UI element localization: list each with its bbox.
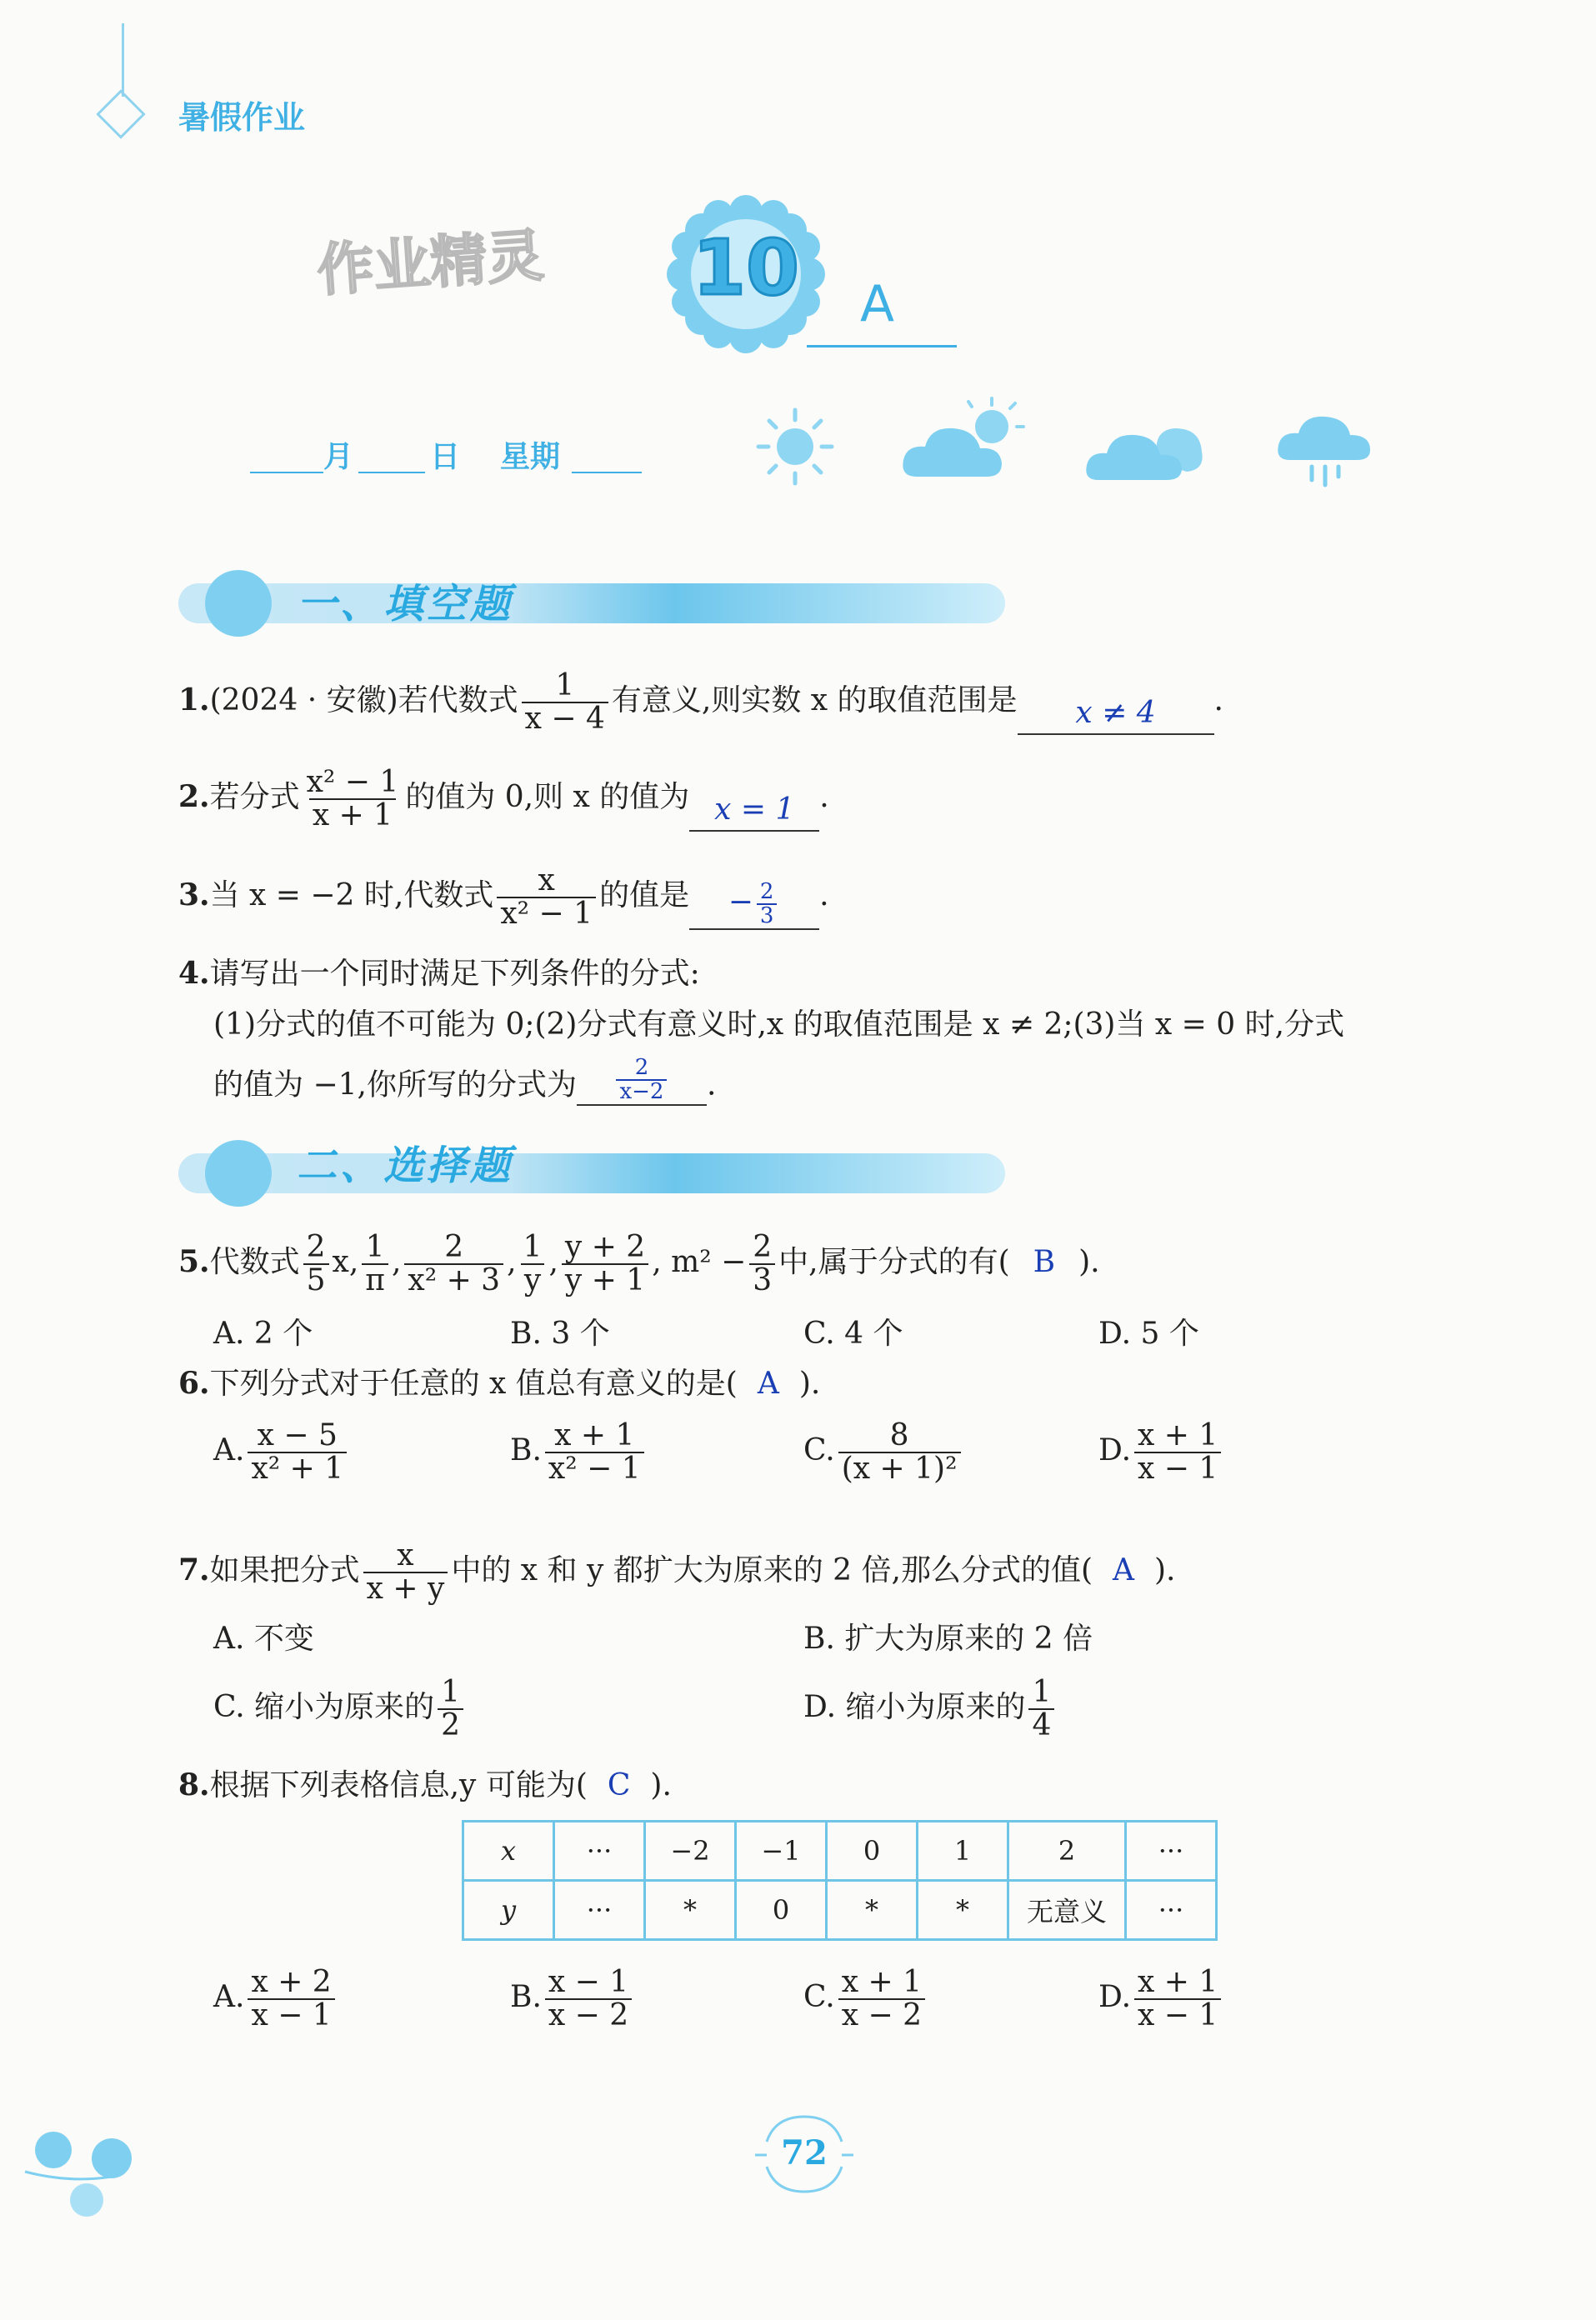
q8-option-c[interactable]: C. $\frac{x + 1}{x - 2}$ [803,1967,928,2032]
question-7: 7.如果把分式 $\frac{x}{x + y}$ 中的 x 和 y 都扩大为原来的 2 倍,那么分式的值( A ). [178,1538,1176,1606]
table-cell: ··· [1126,1822,1217,1881]
table-cell: * [827,1881,918,1940]
answer-5: B [1033,1244,1056,1279]
sun-icon[interactable] [753,405,837,488]
question-4-line3: 的值为 −1,你所写的分式为 $\frac{2}{x-2}$ . [213,1055,717,1105]
lesson-part: A [860,275,895,333]
table-cell: ··· [1126,1881,1217,1940]
section-fill-cap [205,570,272,637]
q8-option-d[interactable]: D. $\frac{x + 1}{x - 1}$ [1098,1967,1224,2032]
q7-option-d[interactable]: D. 缩小为原来的 $\frac{1}{4}$ [803,1677,1058,1742]
question-5: 5.代数式 $\frac{2}{5}$ x, $\frac{1}{\pi}$ , $\frac{2}{\text{x² + 3}}$ , $\frac{1}{y}$ , $\frac{y + 2}{y + 1}$ , m² − $\frac{2}{3}$ 中,属于分式的有( B ). [178,1230,1100,1298]
answer-4: $\frac{2}{x-2}$ [613,1061,670,1095]
table-cell: 1 [918,1822,1008,1881]
q5-option-b[interactable]: B. 3 个 [510,1317,610,1351]
q7-option-a[interactable]: A. 不变 [213,1622,314,1656]
answer-2: x = 1 [714,792,795,827]
partly-cloudy-icon[interactable] [900,393,1033,485]
answer-7: A [1113,1552,1135,1588]
section-choice-cap [205,1140,272,1207]
q6-option-c[interactable]: C. $\frac{8}{\text{(x + 1)²}}$ [803,1420,964,1485]
table-cell: x [463,1822,554,1881]
question-1: 1.(2024 · 安徽)若代数式 $\frac{1}{x - 4}$ 有意义,则实数 x 的取值范围是 x ≠ 4 . [178,668,1223,736]
table-row [463,1822,1217,1881]
table-cell: * [645,1881,736,1940]
q8-option-a[interactable]: A. $\frac{x + 2}{x - 1}$ [213,1967,338,2032]
header-title: 暑假作业 [178,99,306,136]
month-label: 月 [323,440,354,474]
table-cell: ··· [554,1822,645,1881]
question-6: 6.下列分式对于任意的 x 值总有意义的是( A ). [178,1366,821,1401]
q7-option-c[interactable]: C. 缩小为原来的 $\frac{1}{2}$ [213,1677,467,1742]
table-cell: 无意义 [1008,1881,1126,1940]
table-row [463,1881,1217,1940]
table-cell: −1 [736,1822,827,1881]
page-number: 72 [781,2133,828,2172]
values-table [462,1820,1218,1941]
rain-icon[interactable] [1275,408,1375,492]
question-2: 2.若分式 $\frac{\text{x² − 1}}{x + 1}$ 的值为 0,则 x 的值为 x = 1 . [178,765,829,832]
table-cell: y [463,1881,554,1940]
table-cell: 0 [827,1822,918,1881]
table-cell: −2 [645,1822,736,1881]
question-3: 3.当 x = −2 时,代数式 $\frac{x}{\text{x² − 1}}$ 的值是 − $\frac{2}{3}$ . [178,863,829,931]
q8-option-b[interactable]: B. $\frac{x - 1}{x - 2}$ [510,1967,635,2032]
section-fill-title: 一、填空题 [297,581,514,628]
answer-3: − $\frac{2}{3}$ [728,885,781,919]
q6-option-b[interactable]: B. $\frac{x + 1}{\text{x² − 1}}$ [510,1420,648,1485]
header-line [122,23,124,97]
question-4-line1: 4.请写出一个同时满足下列条件的分式: [178,956,700,991]
section-choice-title: 二、选择题 [297,1142,514,1189]
table-cell: ··· [554,1881,645,1940]
date-line [250,427,642,477]
q5-option-c[interactable]: C. 4 个 [803,1317,903,1351]
q5-option-d[interactable]: D. 5 个 [1098,1317,1199,1351]
question-8: 8.根据下列表格信息,y 可能为( C ). [178,1768,672,1802]
cloudy-icon[interactable] [1083,405,1208,488]
lesson-number: 10 [692,223,800,312]
answer-6: A [757,1367,779,1401]
q7-option-b[interactable]: B. 扩大为原来的 2 倍 [803,1622,1093,1656]
question-4-line2: (1)分式的值不可能为 0;(2)分式有意义时,x 的取值范围是 x ≠ 2;(3)当 x = 0 时,分式 [213,1008,1345,1042]
answer-8: C [607,1768,631,1802]
day-label: 日 [430,440,461,474]
q6-option-a[interactable]: A. $\frac{x - 5}{\text{x² + 1}}$ [213,1420,350,1485]
weekday-label: 星期 [500,440,561,474]
lesson-part-underline [807,345,957,348]
diamond-icon [96,89,145,138]
table-cell: * [918,1881,1008,1940]
q6-option-d[interactable]: D. $\frac{x + 1}{x - 1}$ [1098,1420,1224,1485]
table-cell: 2 [1008,1822,1126,1881]
answer-1: x ≠ 4 [1075,695,1156,730]
table-cell: 0 [736,1881,827,1940]
bubbles-decoration-icon [20,2117,145,2225]
watermark: 作业精灵 [314,222,546,305]
q5-option-a[interactable]: A. 2 个 [213,1317,313,1351]
